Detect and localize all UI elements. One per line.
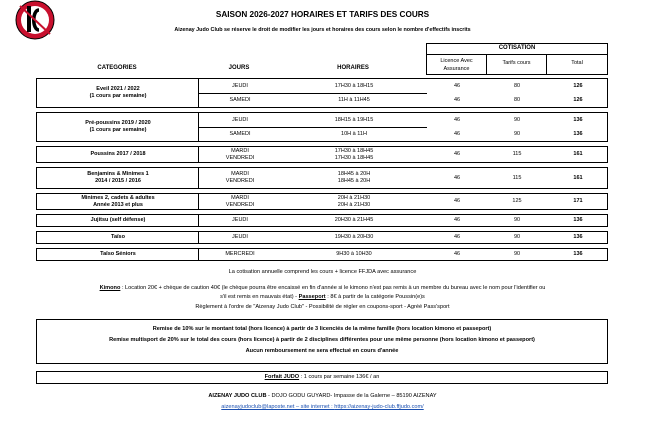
category-group <box>36 167 608 189</box>
forfait-label: Forfait JUDO <box>264 374 300 380</box>
remboursement-note: Aucun remboursement ne sera effectué en cours d'année <box>245 348 399 354</box>
footer-address-text: - DOJO GODU GUYARD- Impasse de la Galerne – 85190 AIZENAY <box>266 393 437 399</box>
category-group <box>36 146 608 163</box>
category-group <box>36 214 608 227</box>
website-link[interactable]: https://aizenay-judo-club.ffjudo.com/ <box>334 404 424 410</box>
day-cell: JEUDI <box>232 82 248 89</box>
tarif-cell: 80 <box>513 96 521 103</box>
total-cell: 136 <box>573 217 583 223</box>
tarif-cell: 115 <box>512 174 522 181</box>
hours-cell: 11H à 11H45 <box>338 96 370 103</box>
club-logo <box>12 0 58 46</box>
reglement-note: Règlement à l'ordre de "Aizenay Judo Club" - Possibilité de régler en coupons-sport - Agréé Pass'sport <box>195 304 450 310</box>
day-cell: SAMEDI <box>229 96 251 103</box>
email-link[interactable]: aizenayjudoclub@laposte.net <box>221 404 295 410</box>
licence-cell: 46 <box>453 174 461 181</box>
total-cell: 126 <box>573 82 583 89</box>
hours-cell: 20H30 à 21H45 <box>334 217 374 223</box>
footer-club: AIZENAY JUDO CLUB <box>208 393 267 399</box>
col-horaires: HORAIRES <box>337 65 369 71</box>
day-cell: MERCREDI <box>225 251 255 257</box>
passeport-text: : 8€ à partir de la catégorie Poussin(e)s <box>325 294 425 300</box>
day-cell: MARDI VENDREDI <box>225 194 255 208</box>
day-cell: JEUDI <box>232 217 248 223</box>
page-subtitle: Aizenay Judo Club se réserve le droit de modifier les jours et horaires des cours selon le nombre d'effectifs inscrits <box>174 27 471 33</box>
hours-cell: 20H à 21H30 20H à 21H30 <box>337 194 371 208</box>
category-group <box>36 112 608 142</box>
passeport-label: Passeport <box>298 294 326 300</box>
total-cell: 136 <box>573 234 583 240</box>
total-cell: 136 <box>573 116 583 123</box>
total-cell: 126 <box>573 96 583 103</box>
licence-cell: 46 <box>453 116 461 123</box>
remise-famille: Remise de 10% sur le montant total (hors licence) à partir de 3 licenciés de la même famille (hors location kimono et passeport) <box>152 326 492 332</box>
total-cell: 136 <box>573 251 583 257</box>
category-label: Taïso Séniors <box>100 251 136 257</box>
category-group <box>36 248 608 261</box>
licence-cell: 46 <box>453 151 461 157</box>
total-cell: 171 <box>573 198 583 204</box>
footer-contact <box>0 403 645 412</box>
site-prefix: – site internet : <box>294 404 335 410</box>
forfait-box <box>36 371 608 384</box>
page-title: SAISON 2026-2027 HORAIRES ET TARIFS DES COURS <box>215 10 430 19</box>
hours-cell: 9H30 à 10H30 <box>336 251 372 257</box>
hours-cell: 18H15 à 19H15 <box>334 116 374 123</box>
col-tarifs: Tarifs cours <box>502 60 531 66</box>
tarif-cell: 80 <box>513 82 521 89</box>
total-cell: 136 <box>573 130 583 137</box>
category-label: Pré-poussins 2019 / 2020 (1 cours par semaine) <box>85 120 151 133</box>
hours-cell: 19H30 à 20H30 <box>334 234 374 240</box>
day-cell: MARDI VENDREDI <box>225 147 255 161</box>
category-label: Benjamins & Minimes 1 2014 / 2015 / 2016 <box>87 171 149 184</box>
hours-cell: 18H45 à 20H 18H45 à 20H <box>337 171 371 184</box>
remise-multisport: Remise multisport de 20% sur le total des cours (hors licence) à partir de 2 disciplines différentes pour une même personne (hors location kimono et passeport) <box>109 337 535 343</box>
category-group <box>36 231 608 244</box>
kimono-text-2: s'il est remis en mauvais état) - <box>220 294 299 300</box>
col-categories: CATEGORIES <box>97 65 137 71</box>
footer-address <box>0 392 645 401</box>
tarif-cell: 90 <box>513 116 521 123</box>
day-cell: JEUDI <box>232 234 248 240</box>
licence-cell: 46 <box>453 198 461 204</box>
category-group <box>36 193 608 210</box>
tarif-cell: 125 <box>512 198 522 204</box>
day-cell: MARDI VENDREDI <box>225 171 255 184</box>
licence-cell: 46 <box>453 82 461 89</box>
remises-box <box>36 319 608 364</box>
day-cell: SAMEDI <box>229 130 251 137</box>
total-cell: 161 <box>573 174 583 181</box>
total-cell: 161 <box>573 151 583 157</box>
tarif-cell: 90 <box>513 130 521 137</box>
hours-cell: 10H à 11H <box>341 130 367 137</box>
tarif-cell: 115 <box>512 151 522 157</box>
cotisation-info: La cotisation annuelle comprend les cours + licence FFJDA avec assurance <box>228 269 417 275</box>
category-label: Minimes 2, cadets & adultes Année 2013 et plus <box>81 194 155 208</box>
category-label: Poussins 2017 / 2018 <box>90 151 146 157</box>
col-jours: JOURS <box>228 65 250 71</box>
licence-cell: 46 <box>453 130 461 137</box>
forfait-line <box>37 373 607 382</box>
kimono-text: : Location 20€ + chèque de caution 40€ (le chèque pourra être encaissé en fin d'année si le kimono n'est pas remis à un membre du bureau avec le nom pour l'identifier ou <box>120 285 546 291</box>
tarif-cell: 90 <box>513 217 521 223</box>
licence-cell: 46 <box>453 251 461 257</box>
licence-cell: 46 <box>453 234 461 240</box>
category-label: Taïso <box>111 234 125 240</box>
tarif-cell: 90 <box>513 251 521 257</box>
category-group <box>36 78 608 108</box>
forfait-text: : 1 cours par semaine 136€ / an <box>299 374 380 380</box>
cotisation-header <box>426 43 608 75</box>
category-label: Eveil 2021 / 2022 (1 cours par semaine) <box>89 86 147 99</box>
category-label: Jujitsu (self défense) <box>90 217 146 223</box>
col-licence: Licence Avec Assurance <box>440 58 473 72</box>
tarif-cell: 90 <box>513 234 521 240</box>
kimono-note <box>0 284 645 293</box>
kimono-label: Kimono <box>99 285 121 291</box>
hours-cell: 17H30 à 18H45 17H30 à 18H45 <box>334 147 374 161</box>
passeport-note <box>0 293 645 302</box>
licence-cell: 46 <box>453 217 461 223</box>
licence-cell: 46 <box>453 96 461 103</box>
day-cell: JEUDI <box>232 116 248 123</box>
cotisation-label: COTISATION <box>498 45 536 51</box>
col-total: Total <box>571 60 583 66</box>
hours-cell: 17H30 à 18H15 <box>334 82 374 89</box>
